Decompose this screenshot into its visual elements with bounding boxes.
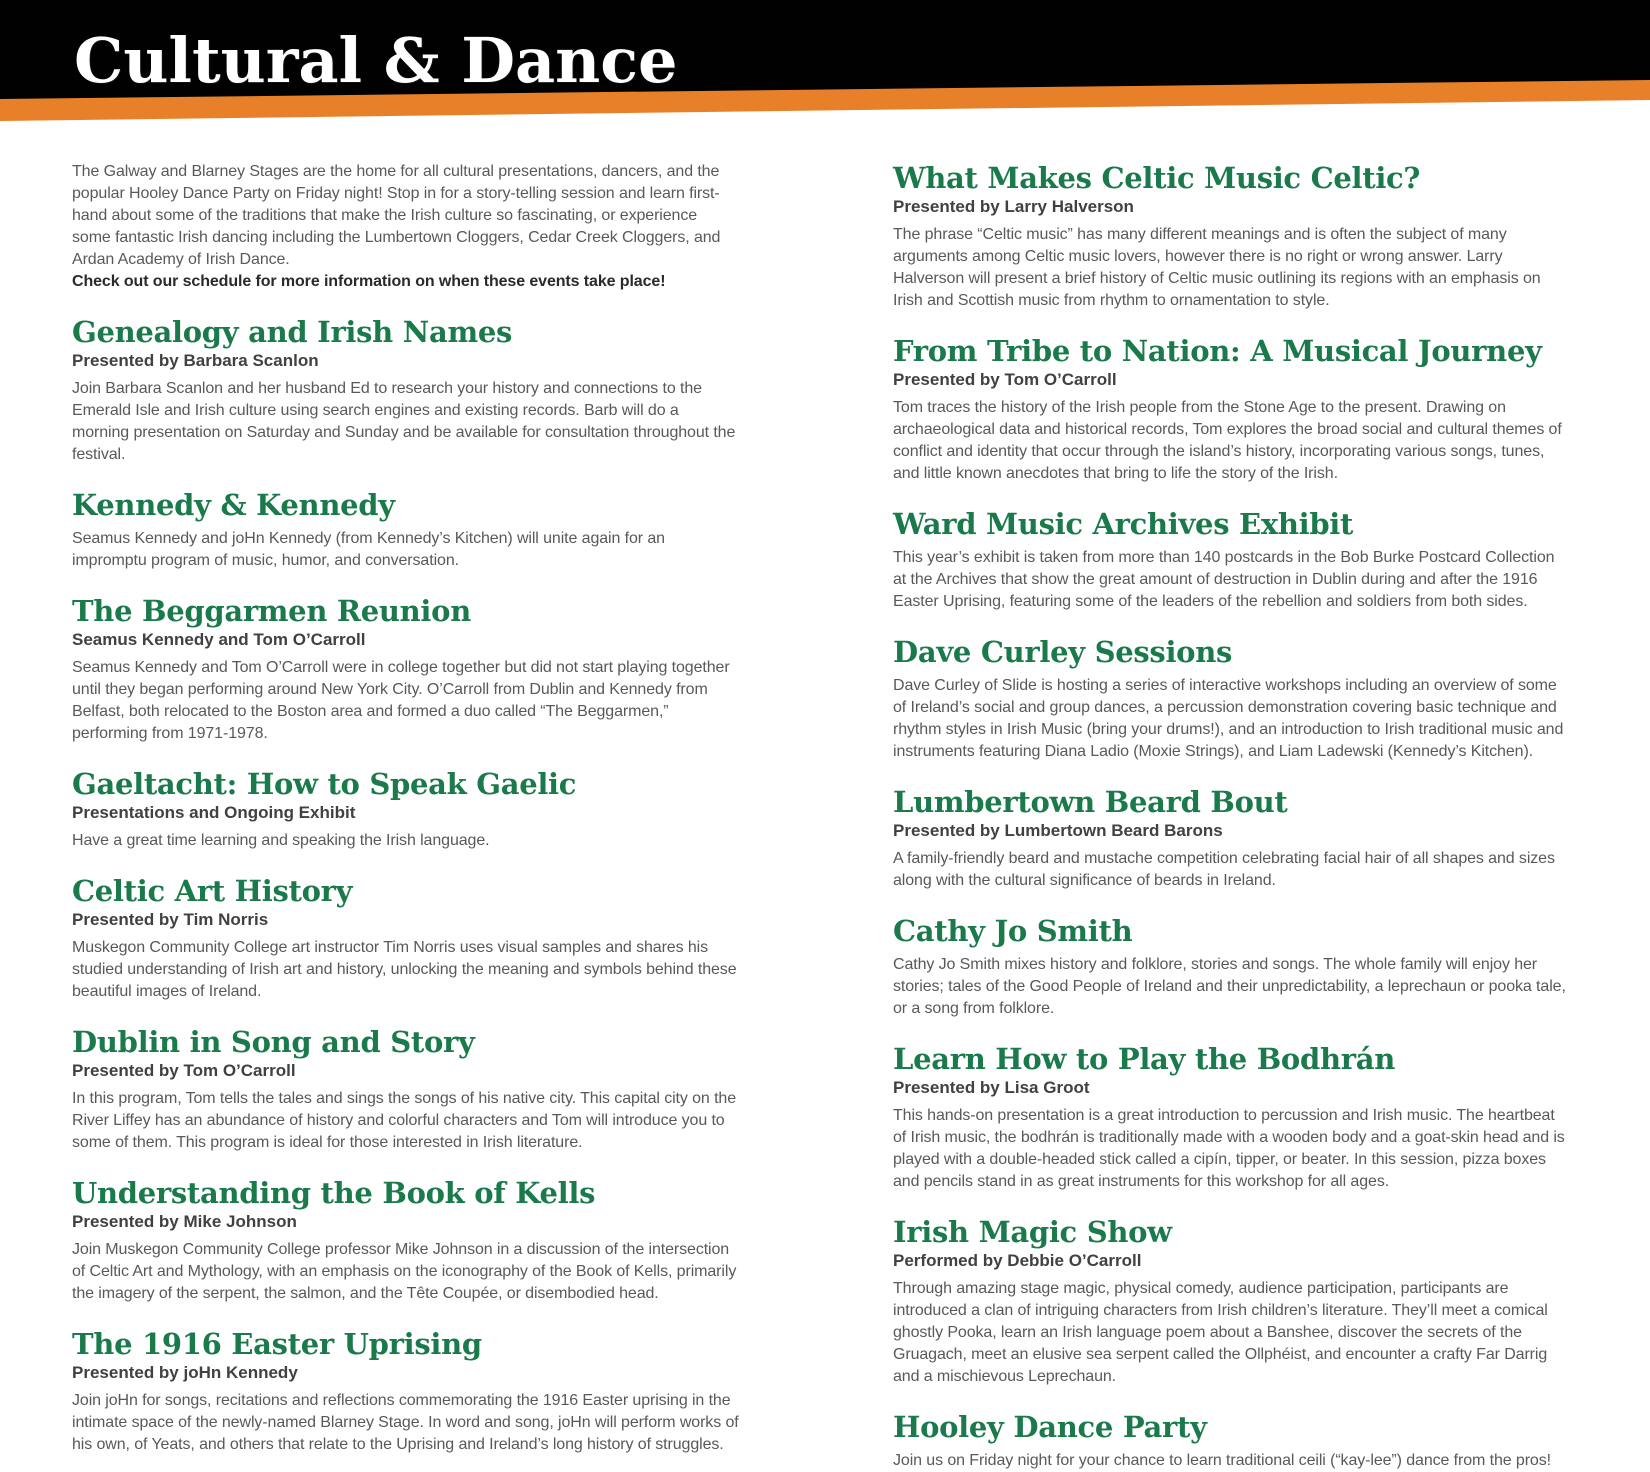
- event-presenter: Presented by Barbara Scanlon: [72, 351, 319, 370]
- event-section: [72, 1027, 740, 1154]
- event-section: [72, 317, 740, 466]
- event-title: The 1916 Easter Uprising: [72, 1327, 482, 1361]
- event-section: [72, 876, 740, 1003]
- event-title: The Beggarmen Reunion: [72, 594, 471, 628]
- event-description: Join Barbara Scanlon and her husband Ed to research your history and connections to the Emerald Isle and Irish culture using search engines and existing records. Barb will do a morning presentation on Saturday and Sunday and be available for consultation throughout the festival.: [72, 380, 736, 463]
- event-description: The phrase “Celtic music” has many different meanings and is often the subject of many arguments among Celtic music lovers, however there is no right or wrong answer. Larry Halverson will present a brief history of Celtic music outlining its regions with an emphasis on Irish and Scottish music from rhythm to ornamentation to style.: [893, 226, 1541, 309]
- event-description: Have a great time learning and speaking the Irish language.: [72, 832, 490, 849]
- event-section: [893, 163, 1569, 312]
- event-section: [893, 1412, 1569, 1472]
- event-title: Understanding the Book of Kells: [72, 1176, 596, 1210]
- event-section: [72, 769, 740, 852]
- event-section: [72, 1329, 740, 1456]
- event-presenter: Performed by Debbie O’Carroll: [893, 1251, 1142, 1270]
- page-header: [0, 0, 1650, 125]
- event-section: [893, 1217, 1569, 1388]
- intro-text: The Galway and Blarney Stages are the home for all cultural presentations, dancers, and the popular Hooley Dance Party on Friday night! Stop in for a story-telling session and learn first-hand about some of the traditions that make the Irish culture so fascinating, or experience some fantastic Irish dancing including the Lumbertown Cloggers, Cedar Creek Cloggers, and Ardan Academy of Irish Dance.: [72, 163, 721, 268]
- event-description: Join Muskegon Community College professor Mike Johnson in a discussion of the intersection of Celtic Art and Mythology, with an emphasis on the iconography of the Book of Kells, primarily the imagery of the serpent, the salmon, and the Tête Coupée, or disembodied head.: [72, 1241, 737, 1302]
- event-section: [72, 596, 740, 745]
- event-description: Join us on Friday night for your chance to learn traditional ceili (“kay-lee”) dance from the pros!: [893, 1452, 1551, 1469]
- intro-schedule-note: Check out our schedule for more information on when these events take place!: [72, 273, 666, 290]
- event-title: Ward Music Archives Exhibit: [893, 507, 1354, 541]
- event-description: Tom traces the history of the Irish people from the Stone Age to the present. Drawing on archaeological data and historical records, Tom explores the broad social and cultural themes of conflict and identity that occur through the island’s history, incorporating various songs, tunes, and little known anecdotes that bring to life the story of the Irish.: [893, 399, 1562, 482]
- event-title: Celtic Art History: [72, 874, 353, 908]
- event-title: Cathy Jo Smith: [893, 914, 1133, 948]
- event-section: [72, 490, 740, 572]
- event-title: Learn How to Play the Bodhrán: [893, 1042, 1395, 1076]
- event-description: Through amazing stage magic, physical comedy, audience participation, participants are introduced a clan of intriguing characters from Irish children’s literature. They’ll meet a comical ghostly Pooka, learn an Irish language poem about a Banshee, discover the secrets of the Gruagach, meet an elusive sea serpent called the Ollphéist, and encounter a crafty Far Darrig and a mischievous Leprechaun.: [893, 1280, 1548, 1385]
- event-description: A family-friendly beard and mustache competition celebrating facial hair of all shapes and sizes along with the cultural significance of beards in Ireland.: [893, 850, 1555, 889]
- event-title: Gaeltacht: How to Speak Gaelic: [72, 767, 577, 801]
- event-title: Irish Magic Show: [893, 1215, 1172, 1249]
- event-presenter: Presented by Tom O’Carroll: [893, 370, 1117, 389]
- event-presenter: Presented by Lumbertown Beard Barons: [893, 821, 1223, 840]
- event-section: [893, 1044, 1569, 1193]
- event-description: In this program, Tom tells the tales and sings the songs of his native city. This capital city on the River Liffey has an abundance of history and colorful characters and Tom will introduce you to some of them. This program is ideal for those interested in Irish literature.: [72, 1090, 737, 1151]
- intro-block: [72, 161, 740, 293]
- event-section: [72, 1178, 740, 1305]
- event-description: Join joHn for songs, recitations and reflections commemorating the 1916 Easter uprising in the intimate space of the newly-named Blarney Stage. In word and song, joHn will perform works of his own, of Yeats, and others that relate to the Uprising and Ireland’s long history of struggles.: [72, 1392, 739, 1453]
- event-title: From Tribe to Nation: A Musical Journey: [893, 334, 1542, 368]
- event-description: This hands-on presentation is a great introduction to percussion and Irish music. The heartbeat of Irish music, the bodhrán is traditionally made with a wooden body and a goat-skin head and is played with a double-headed stick called a cipín, tipper, or beater. In this session, pizza boxes and pencils stand in as great instruments for this workshop for all ages.: [893, 1107, 1565, 1190]
- event-description: This year’s exhibit is taken from more than 140 postcards in the Bob Burke Postcard Collection at the Archives that show the great amount of destruction in Dublin during and after the 1916 Easter Uprising, featuring some of the leaders of the rebellion and soldiers from both sides.: [893, 549, 1555, 610]
- event-description: Dave Curley of Slide is hosting a series of interactive workshops including an overview of some of Ireland’s social and group dances, a percussion demonstration covering basic technique and rhythm styles in Irish Music (bring your drums!), and an introduction to Irish traditional music and instruments featuring Diana Ladio (Moxie Strings), and Liam Ladewski (Kennedy’s Kitchen).: [893, 677, 1564, 760]
- event-title: Kennedy & Kennedy: [72, 488, 395, 522]
- right-column: [893, 161, 1569, 1472]
- event-description: Seamus Kennedy and Tom O’Carroll were in college together but did not start playing together until they began performing around New York City. O’Carroll from Dublin and Kennedy from Belfast, both relocated to the Boston area and formed a duo called “The Beggarmen,” performing from 1971-1978.: [72, 659, 730, 742]
- event-presenter: Presented by Larry Halverson: [893, 197, 1134, 216]
- event-presenter: Seamus Kennedy and Tom O’Carroll: [72, 630, 366, 649]
- event-section: [893, 336, 1569, 485]
- event-title: Dave Curley Sessions: [893, 635, 1233, 669]
- event-title: Genealogy and Irish Names: [72, 315, 513, 349]
- event-title: What Makes Celtic Music Celtic?: [893, 161, 1421, 195]
- event-title: Lumbertown Beard Bout: [893, 785, 1288, 819]
- event-description: Seamus Kennedy and joHn Kennedy (from Kennedy’s Kitchen) will unite again for an impromptu program of music, humor, and conversation.: [72, 530, 665, 569]
- page-title: Cultural & Dance: [74, 24, 678, 97]
- event-presenter: Presented by Mike Johnson: [72, 1212, 297, 1231]
- event-description: Muskegon Community College art instructor Tim Norris uses visual samples and shares his studied understanding of Irish art and history, unlocking the meaning and symbols behind these beautiful images of Ireland.: [72, 939, 737, 1000]
- left-column: [72, 161, 740, 1456]
- event-section: [893, 916, 1569, 1020]
- event-section: [893, 637, 1569, 763]
- event-description: Cathy Jo Smith mixes history and folklore, stories and songs. The whole family will enjoy her stories; tales of the Good People of Ireland and their unpredictability, a leprechaun or pooka tale, or a song from folklore.: [893, 956, 1566, 1017]
- event-presenter: Presentations and Ongoing Exhibit: [72, 803, 356, 822]
- event-section: [893, 787, 1569, 892]
- event-title: Dublin in Song and Story: [72, 1025, 475, 1059]
- event-presenter: Presented by Tom O’Carroll: [72, 1061, 296, 1080]
- event-presenter: Presented by Tim Norris: [72, 910, 269, 929]
- content-columns: [0, 125, 1650, 1472]
- event-presenter: Presented by Lisa Groot: [893, 1078, 1090, 1097]
- event-section: [893, 509, 1569, 613]
- event-title: Hooley Dance Party: [893, 1410, 1207, 1444]
- event-presenter: Presented by joHn Kennedy: [72, 1363, 298, 1382]
